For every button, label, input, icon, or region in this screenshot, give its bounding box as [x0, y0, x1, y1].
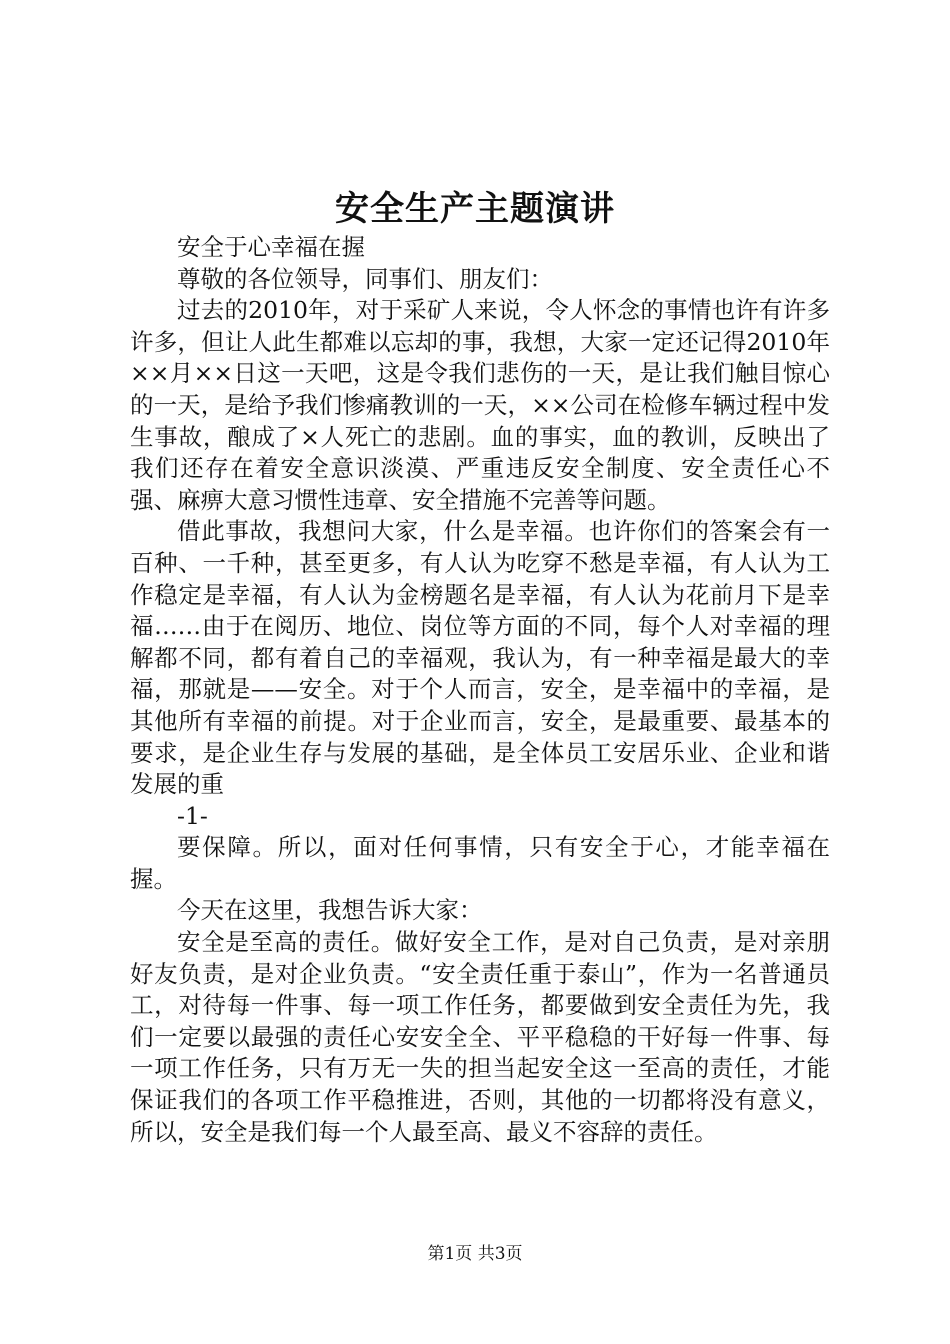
document-body [130, 232, 830, 1148]
document-title: 安全生产主题演讲 [335, 189, 615, 229]
page-marker: -1- [177, 801, 208, 830]
page-footer: 第1页 共3页 [427, 1244, 523, 1264]
body-paragraph: 安全是至高的责任。做好安全工作，是对自己负责，是对亲朋好友负责，是对企业负责。“安全责任重于泰山”，作为一名普通员工，对待每一件事、每一项工作任务，都要做到安全责任为先，我们一定要以最强的责任心安安全全、平平稳稳的干好每一件事、每一项工作任务，只有万无一失的担当起安全这一至高的责任，才能保证我们的各项工作平稳推进，否则，其他的一切都将没有意义，所以，安全是我们每一个人最至高、最义不容辞的责任。 [130, 928, 830, 1146]
body-paragraph: 借此事故，我想问大家，什么是幸福。也许你们的答案会有一百种、一千种，甚至更多，有人认为吃穿不愁是幸福，有人认为工作稳定是幸福，有人认为金榜题名是幸福，有人认为花前月下是幸福……由于在阅历、地位、岗位等方面的不同，每个人对幸福的理解都不同，都有着自己的幸福观，我认为，有一种幸福是最大的幸福，那就是——安全。对于个人而言，安全，是幸福中的幸福，是其他所有幸福的前提。对于企业而言，安全，是最重要、最基本的要求，是企业生存与发展的基础，是全体员工安居乐业、企业和谐发展的重 [130, 517, 830, 799]
salutation-paragraph: 尊敬的各位领导，同事们、朋友们： [177, 264, 553, 293]
body-paragraph: 过去的2010年，对于采矿人来说，令人怀念的事情也许有许多许多，但让人此生都难以忘却的事，我想，大家一定还记得2010年××月××日这一天吧，这是令我们悲伤的一天，是让我们触目惊心的一天，是给予我们惨痛教训的一天，××公司在检修车辆过程中发生事故，酿成了×人死亡的悲剧。血的事实，血的教训，反映出了我们还存在着安全意识淡漠、严重违反安全制度、安全责任心不强、麻痹大意习惯性违章、安全措施不完善等问题。 [130, 296, 830, 514]
subtitle-paragraph: 安全于心幸福在握 [177, 233, 365, 261]
body-paragraph: 今天在这里，我想告诉大家： [177, 896, 483, 925]
body-paragraph: 要保障。所以，面对任何事情，只有安全于心，才能幸福在握。 [130, 833, 830, 893]
